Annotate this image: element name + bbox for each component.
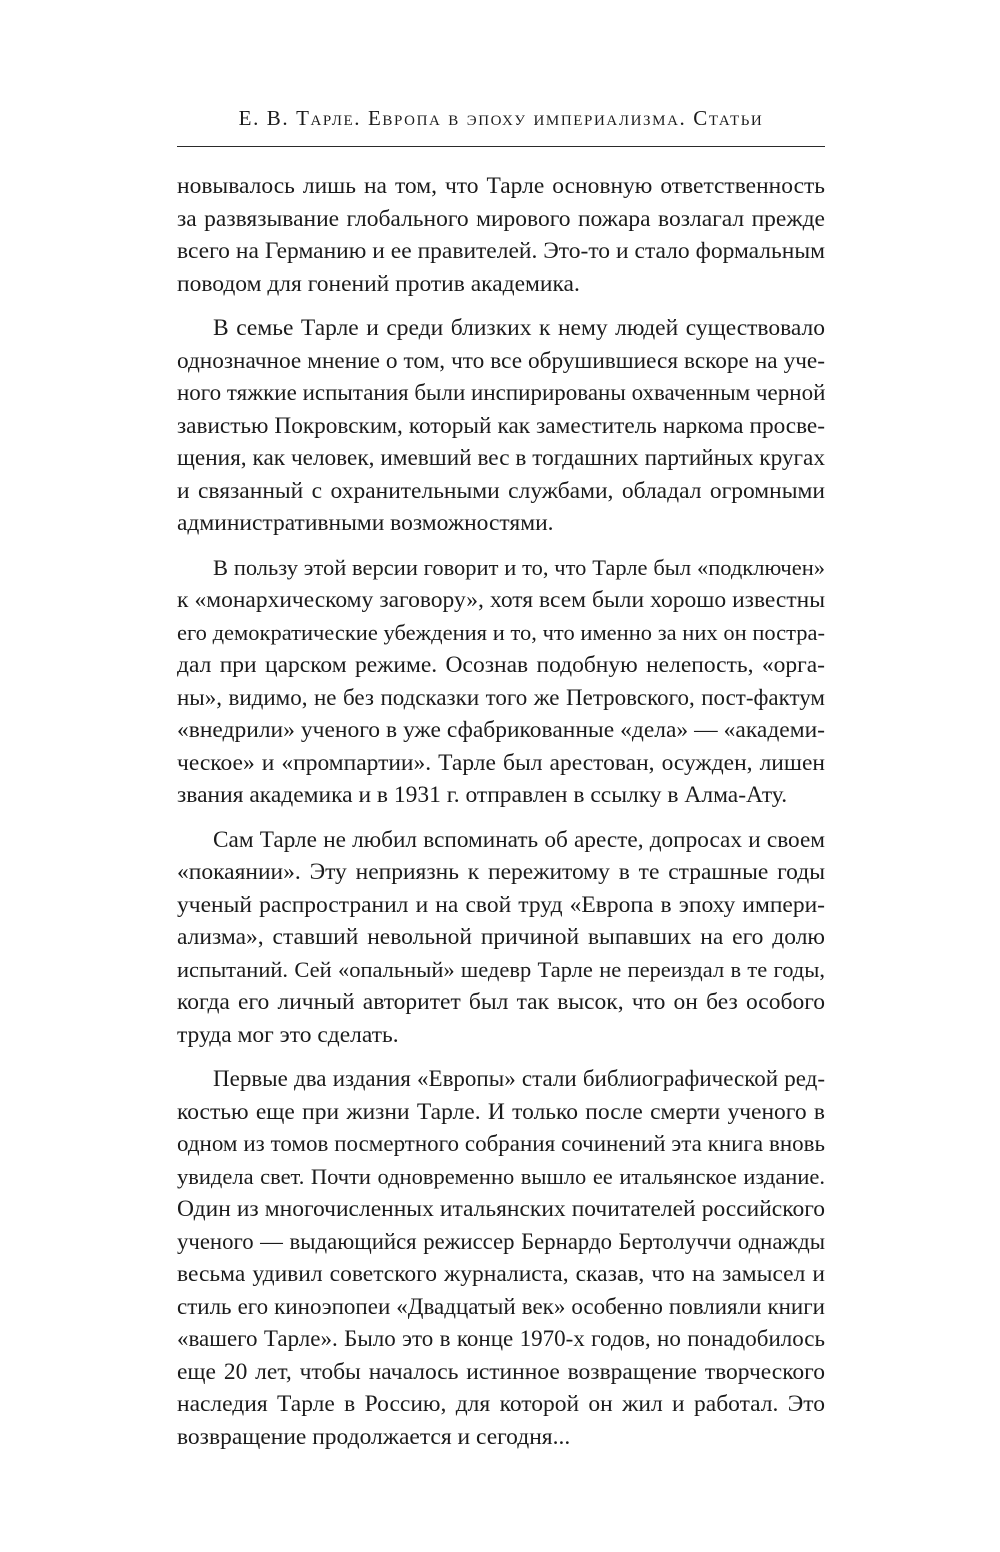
text-line: когда его личный авторитет был так высок, что он без особого: [177, 989, 825, 1015]
text-line: звания академика и в 1931 г. отправлен в ссылку в Алма-Ату.: [177, 782, 788, 808]
text-line: Сам Тарле не любил вспоминать об аресте, допросах и своем: [213, 826, 825, 853]
text-line: наследия Тарле в Россию, для которой он жил и работал. Это: [177, 1391, 825, 1417]
header-rule: [177, 146, 825, 147]
text-line: за развязывание глобального мирового пожара возлагал прежде: [177, 205, 825, 232]
text-line: возвращение продолжается и сегодня...: [177, 1423, 571, 1450]
text-line: костью еще при жизни Тарле. И только после смерти ученого в: [177, 1098, 825, 1125]
text-line: ны», видимо, не без подсказки того же Петровского, пост-фактум: [177, 684, 825, 710]
paragraph: [177, 312, 825, 540]
running-head: Е. В. Тарле. Европа в эпоху империализма. Статьи: [238, 106, 764, 130]
text-line: испытаний. Сей «опальный» шедевр Тарле не переиздал в те годы,: [177, 956, 825, 982]
text-body: [177, 170, 825, 1465]
text-line: Первые два издания «Европы» стали библиографической ред-: [213, 1066, 825, 1091]
text-line: всего на Германию и ее правителей. Это-то и стало формальным: [177, 238, 825, 264]
text-line: новывалось лишь на том, что Тарле основную ответственность: [177, 173, 825, 199]
paragraph: [177, 824, 825, 1052]
text-line: административными возможностями.: [177, 510, 554, 536]
text-line: ученого — выдающийся режиссер Бернардо Бертолуччи однажды: [177, 1228, 825, 1254]
paragraph: [177, 170, 825, 300]
text-line: В пользу этой версии говорит и то, что Тарле был «подключен»: [213, 554, 825, 580]
text-line: ческое» и «промпартии». Тарле был арестован, осужден, лишен: [177, 749, 825, 776]
text-line: стиль его киноэпопеи «Двадцатый век» особенно повлияли книги: [177, 1293, 825, 1319]
paragraph: [177, 1063, 825, 1453]
text-line: щения, как человек, имевший вес в тогдашних партийных кругах: [177, 445, 825, 471]
text-line: поводом для гонений против академика.: [177, 270, 580, 297]
paragraph: [177, 552, 825, 812]
text-line: завистью Покровским, который как заместитель наркома просве-: [177, 412, 825, 439]
text-line: «вашего Тарле». Было это в конце 1970-х годов, но понадобилось: [177, 1326, 825, 1351]
text-line: однозначное мнение о том, что все обрушившиеся вскоре на уче-: [177, 347, 825, 374]
text-line: ного тяжкие испытания были инспирированы охваченным черной: [177, 380, 826, 405]
text-line: «внедрили» ученого в уже сфабрикованные «дела» — «академи-: [177, 717, 825, 743]
text-line: его демократические убеждения и то, что именно за них он постра-: [177, 619, 825, 645]
text-line: труда мог это сделать.: [177, 1021, 399, 1048]
text-line: еще 20 лет, чтобы началось истинное возвращение творческого: [177, 1358, 825, 1385]
text-line: увидела свет. Почти одновременно вышло ее итальянское издание.: [177, 1163, 825, 1189]
text-line: весьма удивил советского журналиста, сказав, что на замысел и: [177, 1261, 825, 1287]
text-line: ученый распространил и на свой труд «Европа в эпоху импери-: [177, 891, 825, 918]
text-line: «покаянии». Эту неприязнь к пережитому в те страшные годы: [177, 859, 825, 885]
text-line: ализма», ставший невольной причиной выпавших на его долю: [177, 924, 825, 950]
text-line: В семье Тарле и среди близких к нему людей существовало: [213, 315, 825, 341]
text-line: Один из многочисленных итальянских почитателей российского: [177, 1196, 825, 1222]
text-line: к «монархическому заговору», хотя всем были хорошо известны: [177, 587, 825, 613]
text-line: одном из томов посмертного собрания сочинений эта книга вновь: [177, 1131, 825, 1156]
text-line: и связанный с охранительными службами, обладал огромными: [177, 477, 825, 504]
text-line: дал при царском режиме. Осознав подобную нелепость, «орга-: [177, 652, 825, 678]
